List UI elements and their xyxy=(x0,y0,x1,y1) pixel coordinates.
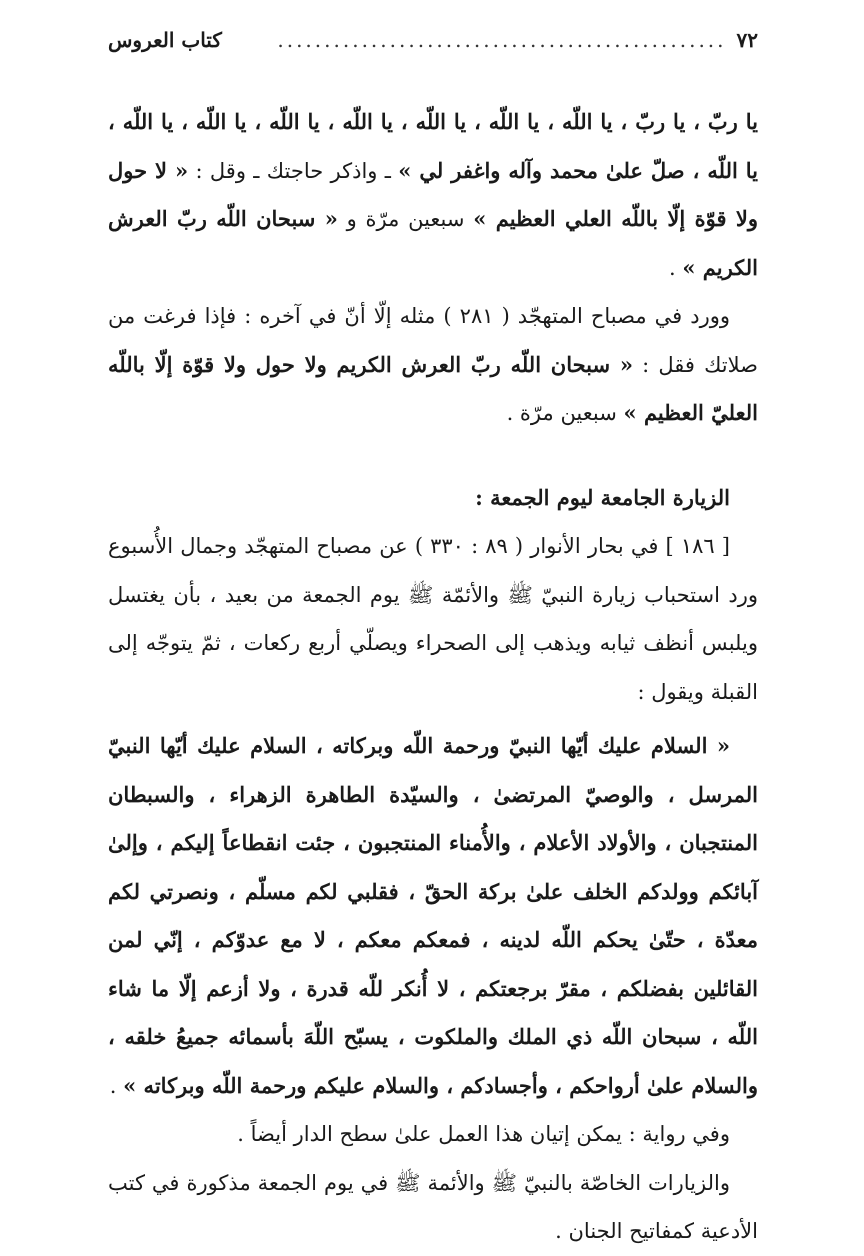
ziyara-text xyxy=(108,722,758,1110)
prayer-full-formula: « سبحان اللّه ربّ العرش الكريم ولا حول ولا قوّة إلّا باللّه العليّ العظيم » xyxy=(108,351,758,425)
riwaya-note: وفي رواية : يمكن إتيان هذا العمل علىٰ سطح الدار أيضاً . xyxy=(237,1122,730,1146)
page-number: ٧٢ xyxy=(736,28,758,52)
prayer-end-mark: . xyxy=(668,255,683,280)
prayer-paragraph-2 xyxy=(108,292,758,438)
prayer-count: سبعين مرّة و xyxy=(337,207,474,231)
misbah-reference: وورد في مصباح المتهجّد ( ٢٨١ ) مثله إلّا أنّ في آخره : فإذا فرغت من صلاتك فقل : xyxy=(108,304,758,377)
document-page xyxy=(108,28,758,1256)
page-body xyxy=(108,98,758,1256)
prayer-tasbih: « سبحان اللّه ربّ العرش الكريم » xyxy=(108,206,758,280)
prayer-paragraph-1 xyxy=(108,98,758,292)
prayer-invocation: يا ربّ ، يا ربّ ، يا اللّه ، يا اللّه ، يا اللّه ، يا اللّه ، يا اللّه ، يا اللّه ، يا اللّه ، يا اللّه ، صلّ علىٰ محمد وآله واغفر لي » xyxy=(108,109,759,183)
section-heading: الزيارة الجامعة ليوم الجمعة : xyxy=(475,484,730,510)
book-title: كتاب العروس xyxy=(108,28,222,52)
prayer-hawqala: « لا حول ولا قوّة إلّا باللّه العلي العظيم » xyxy=(108,157,758,231)
prayer-instruction: ـ واذكر حاجتك ـ وقل : xyxy=(188,158,399,183)
header-leader-dots: ................................................ xyxy=(277,28,727,52)
prayer-count-2: سبعين مرّة . xyxy=(506,401,624,425)
section-intro: [ ١٨٦ ] في بحار الأنوار ( ٨٩ : ٣٣٠ ) عن مصباح المتهجّد وجمال الأُسبوع ورد استحباب زيارة النبيّ ﷺ والأئمّة ﷺ يوم الجمعة من بعيد ، بأن يغتسل ويلبس أنظف ثيابه ويذهب إلى الصحراء ويصلّي أربع ركعات ، ثمّ يتوجّه إلى القبلة ويقول : xyxy=(108,534,758,704)
ziyara-bold-text: « السلام عليك أيّها النبيّ ورحمة اللّه وبركاته ، السلام عليك أيّها النبيّ المرسل ، والوصيّ المرتضىٰ ، والسيّدة الطاهرة الزهراء ، والسبطان المنتجبان ، والأولاد الأعلام ، والأُمناء المنتجبون ، جئت انقطاعاً إليكم ، وإلىٰ آبائكم وولدكم الخلف علىٰ بركة الحقّ ، فقلبي لكم مسلّم ، ونصرتي لكم معدّة ، حتّىٰ يحكم اللّه لدينه ، فمعكم معكم ، لا مع عدوّكم ، إنّي لمن القائلين بفضلكم ، مقرّ برجعتكم ، لا أُنكر للّه قدرة ، ولا أزعم إلّا ما شاء اللّه ، سبحان اللّه ذي الملك والملكوت ، يسبّح اللّهَ بأسمائه جميعُ خلقه ، والسلام علىٰ أرواحكم ، وأجسادكم ، والسلام عليكم ورحمة اللّه وبركاته » xyxy=(108,733,758,1098)
closing-note: والزيارات الخاصّة بالنبيّ ﷺ والأئمة ﷺ في يوم الجمعة مذكورة في كتب الأدعية كمفاتيح الجنان . xyxy=(108,1170,758,1243)
page-header xyxy=(108,28,758,66)
ziyara-end-mark: . xyxy=(109,1073,124,1098)
